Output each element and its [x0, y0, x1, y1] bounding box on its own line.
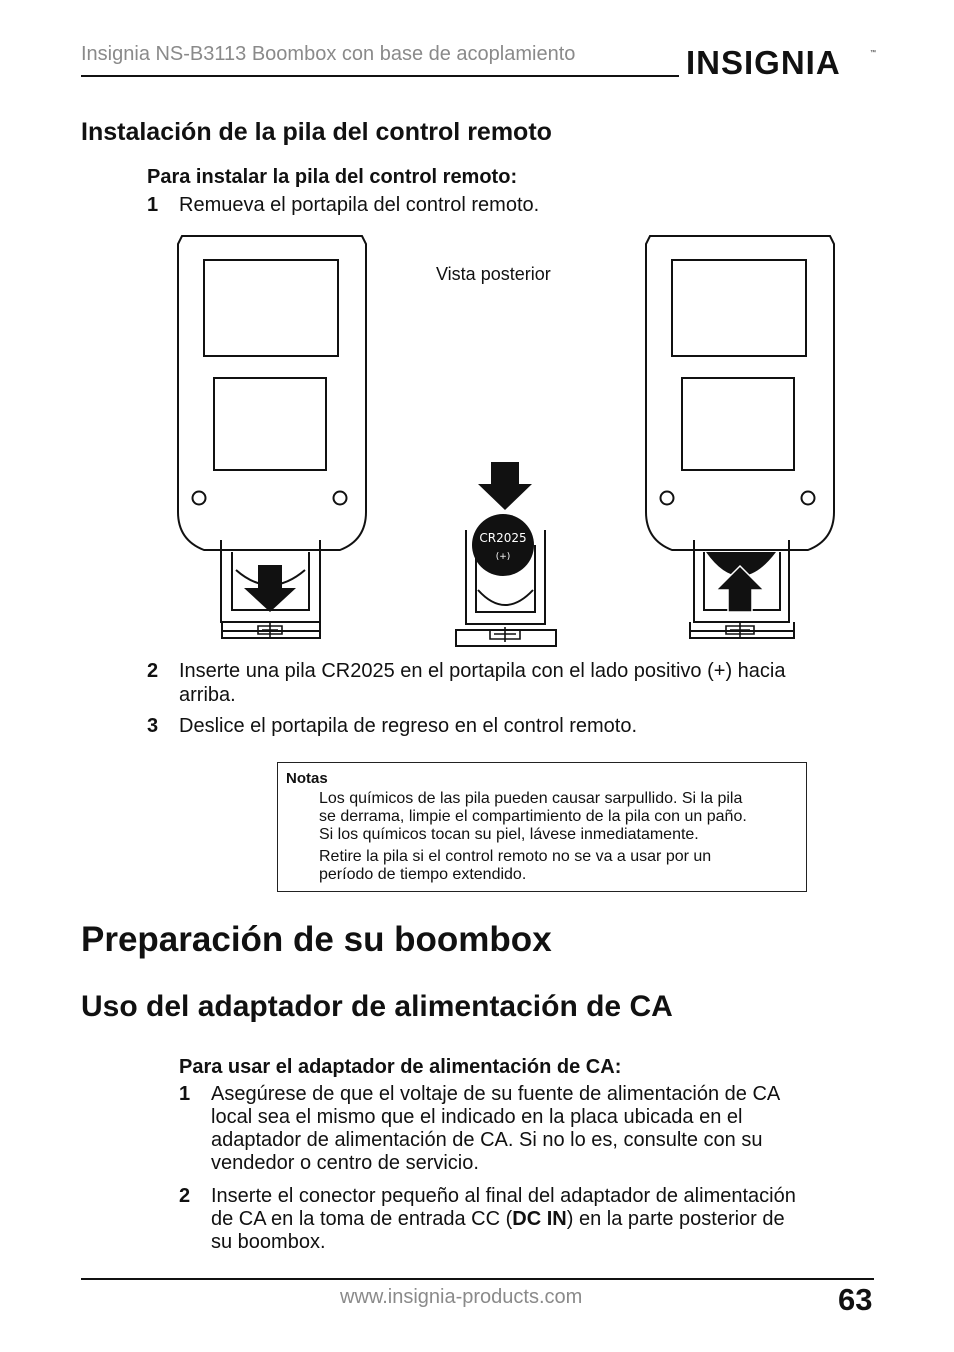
install-step-1	[147, 193, 847, 217]
svg-text:(+): (+)	[495, 552, 511, 562]
footer-rule	[81, 1278, 874, 1280]
step-number: 2	[147, 660, 159, 682]
footer-url[interactable]: www.insignia-products.com	[340, 1286, 583, 1308]
note-line: Retire la pila si el control remoto no se va a usar por un	[319, 848, 712, 865]
step-text-line: de CA en la toma de entrada CC (DC IN) en la parte posterior de	[211, 1208, 785, 1230]
note-2	[319, 848, 801, 884]
step-number: 1	[147, 194, 159, 216]
battery-icon	[472, 514, 534, 576]
arrow-down-icon	[244, 565, 296, 612]
step-text: Remueva el portapila del control remoto.	[179, 194, 540, 216]
install-subheading: Para instalar la pila del control remoto:	[147, 166, 518, 188]
figure-caption: Vista posterior	[436, 264, 551, 284]
svg-text:™: ™	[870, 50, 876, 56]
step-text-line: su boombox.	[211, 1231, 326, 1253]
notes-label: Notas	[286, 770, 328, 787]
notes-box	[277, 762, 807, 892]
uso-step-1	[179, 1082, 879, 1178]
step-text-line: local sea el mismo que el indicado en la placa ubicada en el	[211, 1106, 743, 1128]
arrow-down-icon	[478, 462, 532, 510]
section-heading-prep: Preparación de su boombox	[81, 920, 552, 959]
note-1	[319, 790, 801, 844]
step-text-line: adaptador de alimentación de CA. Si no lo es, consulte con su	[211, 1129, 763, 1151]
arrow-up-icon	[716, 566, 764, 612]
svg-text:CR2025: CR2025	[479, 531, 527, 545]
step-text-line1: Inserte una pila CR2025 en el portapila con el lado positivo (+) hacia	[179, 660, 786, 682]
running-header: Insignia NS-B3113 Boombox con base de acoplamiento	[81, 43, 576, 65]
step-text-line: Inserte el conector pequeño al final del adaptador de alimentación	[211, 1185, 796, 1207]
uso-step-2	[179, 1184, 879, 1256]
step-text: Deslice el portapila de regreso en el control remoto.	[179, 715, 638, 737]
step-text-line: vendedor o centro de servicio.	[211, 1152, 479, 1174]
step-number: 3	[147, 715, 159, 737]
install-step-2	[147, 659, 877, 707]
step-text-line2: arriba.	[179, 684, 236, 706]
insignia-logo	[684, 40, 880, 88]
dc-in-label: DC IN	[512, 1208, 567, 1230]
page-number: 63	[838, 1282, 873, 1317]
logo-text: INSIGNIA	[686, 44, 841, 81]
step-number: 1	[179, 1083, 191, 1105]
remote-battery-figure	[170, 230, 850, 660]
note-line: período de tiempo extendido.	[319, 866, 527, 883]
note-line: Los químicos de las pila pueden causar sarpullido. Si la pila	[319, 790, 743, 807]
note-line: Si los químicos tocan su piel, lávese inmediatamente.	[319, 826, 699, 843]
step-text-line: Asegúrese de que el voltaje de su fuente de alimentación de CA	[211, 1083, 781, 1105]
section-heading-uso: Uso del adaptador de alimentación de CA	[81, 990, 673, 1023]
section-heading-install: Instalación de la pila del control remoto	[81, 118, 552, 146]
install-step-3	[147, 714, 847, 738]
note-line: se derrama, limpie el compartimiento de la pila con un paño.	[319, 808, 747, 825]
header-rule	[81, 75, 679, 77]
uso-subheading: Para usar el adaptador de alimentación de CA:	[179, 1056, 622, 1078]
step-number: 2	[179, 1185, 191, 1207]
